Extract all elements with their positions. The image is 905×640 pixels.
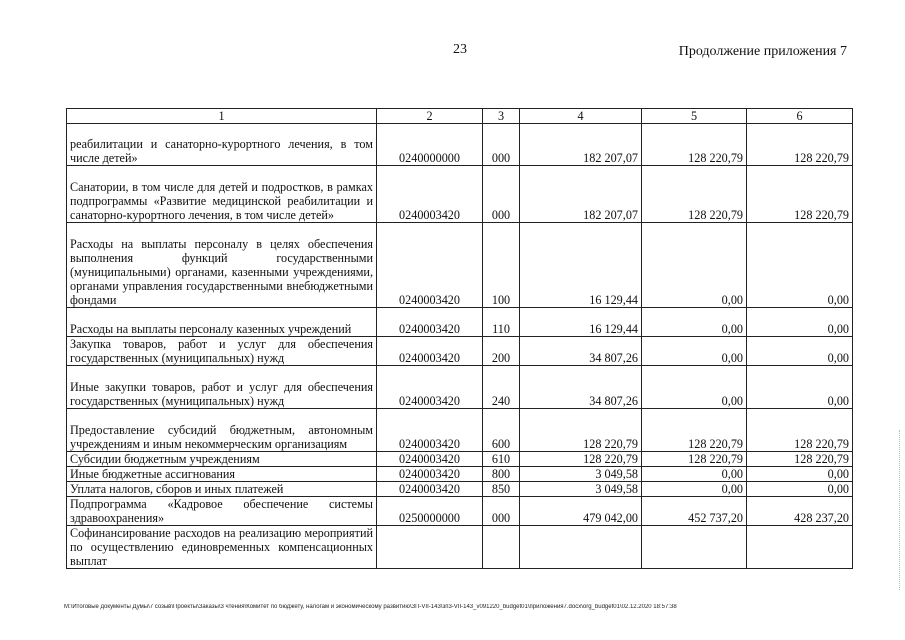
row-code: 0240003420 [377, 308, 483, 337]
row-name: Закупка товаров, работ и услуг для обеспечения государственных (муниципальных) нужд [67, 337, 377, 366]
header-col-3: 3 [483, 109, 520, 124]
row-amount-col6: 128 220,79 [747, 452, 853, 467]
table-row [67, 467, 853, 482]
row-name: Уплата налогов, сборов и иных платежей [67, 482, 377, 497]
row-name: Иные закупки товаров, работ и услуг для обеспечения государственных (муниципальных) нужд [67, 366, 377, 409]
footer-file-path: M:\Итоговые документы Думы\7 созыв\Проекты\Заказы\3 чтения\Комитет по бюджету, налогам и экономическому развитию\ЗП-VII-143\зп3-VII-143_v091220_budget01\приложения7.docx\org_budget01\02.12.2020 18:57:38 [64, 604, 677, 610]
row-amount-col6: 0,00 [747, 337, 853, 366]
row-code [377, 526, 483, 569]
row-amount-col4 [520, 526, 642, 569]
row-amount-col4: 16 129,44 [520, 308, 642, 337]
row-amount-col4: 128 220,79 [520, 452, 642, 467]
row-name: Расходы на выплаты персоналу в целях обеспечения выполнения функций государственными (муниципальными) органами, казенными учреждениями, органами управления государственными внебюджетными фондами [67, 223, 377, 308]
table-body [67, 109, 853, 569]
row-vr: 240 [483, 366, 520, 409]
table-header-row [67, 109, 853, 124]
row-vr: 200 [483, 337, 520, 366]
row-amount-col5: 128 220,79 [642, 124, 747, 166]
row-amount-col6: 128 220,79 [747, 124, 853, 166]
page-caption: Продолжение приложения 7 [678, 44, 847, 59]
row-amount-col4: 479 042,00 [520, 497, 642, 526]
table-row [67, 497, 853, 526]
row-code: 0240003420 [377, 482, 483, 497]
row-amount-col5: 0,00 [642, 467, 747, 482]
header-col-5: 5 [642, 109, 747, 124]
row-amount-col5: 452 737,20 [642, 497, 747, 526]
row-amount-col4: 3 049,58 [520, 467, 642, 482]
row-vr: 600 [483, 409, 520, 452]
table-row [67, 482, 853, 497]
row-name: Иные бюджетные ассигнования [67, 467, 377, 482]
row-amount-col6: 128 220,79 [747, 166, 853, 223]
row-code: 0240003420 [377, 337, 483, 366]
row-amount-col4: 182 207,07 [520, 166, 642, 223]
row-code: 0240003420 [377, 223, 483, 308]
row-amount-col4: 128 220,79 [520, 409, 642, 452]
row-vr: 100 [483, 223, 520, 308]
table-row [67, 223, 853, 308]
row-name: Подпрограмма «Кадровое обеспечение системы здравоохранения» [67, 497, 377, 526]
row-vr: 800 [483, 467, 520, 482]
row-amount-col4: 34 807,26 [520, 337, 642, 366]
row-code: 0240003420 [377, 166, 483, 223]
row-amount-col6: 428 237,20 [747, 497, 853, 526]
row-name: Предоставление субсидий бюджетным, автономным учреждениям и иным некоммерческим организациям [67, 409, 377, 452]
row-amount-col6: 0,00 [747, 308, 853, 337]
row-amount-col5: 128 220,79 [642, 166, 747, 223]
row-name: Санатории, в том числе для детей и подростков, в рамках подпрограммы «Развитие медицинской реабилитации и санаторно-курортного лечения, в том числе детей» [67, 166, 377, 223]
table-row [67, 124, 853, 166]
row-amount-col5: 0,00 [642, 337, 747, 366]
row-vr: 000 [483, 166, 520, 223]
table-row [67, 526, 853, 569]
header-col-2: 2 [377, 109, 483, 124]
row-name: Софинансирование расходов на реализацию мероприятий по осуществлению единовременных компенсационных выплат [67, 526, 377, 569]
table-row [67, 409, 853, 452]
header-col-4: 4 [520, 109, 642, 124]
row-amount-col6: 0,00 [747, 467, 853, 482]
row-amount-col6 [747, 526, 853, 569]
row-amount-col4: 3 049,58 [520, 482, 642, 497]
header-col-6: 6 [747, 109, 853, 124]
row-amount-col5: 0,00 [642, 308, 747, 337]
row-amount-col5: 128 220,79 [642, 409, 747, 452]
row-amount-col6: 0,00 [747, 482, 853, 497]
table-row [67, 166, 853, 223]
row-amount-col4: 34 807,26 [520, 366, 642, 409]
page-number: 23 [453, 42, 467, 57]
row-amount-col5 [642, 526, 747, 569]
row-name: реабилитации и санаторно-курортного лечения, в том числе детей» [67, 124, 377, 166]
row-vr: 850 [483, 482, 520, 497]
budget-table [66, 108, 853, 569]
table-row [67, 308, 853, 337]
row-name: Расходы на выплаты персоналу казенных учреждений [67, 308, 377, 337]
row-amount-col5: 128 220,79 [642, 452, 747, 467]
row-amount-col5: 0,00 [642, 223, 747, 308]
table-row [67, 337, 853, 366]
row-vr: 110 [483, 308, 520, 337]
row-amount-col5: 0,00 [642, 482, 747, 497]
row-code: 0240003420 [377, 366, 483, 409]
row-code: 0240003420 [377, 467, 483, 482]
header-col-1: 1 [67, 109, 377, 124]
row-name: Субсидии бюджетным учреждениям [67, 452, 377, 467]
table-row [67, 452, 853, 467]
row-amount-col6: 128 220,79 [747, 409, 853, 452]
row-code: 0250000000 [377, 497, 483, 526]
row-code: 0240003420 [377, 452, 483, 467]
row-vr: 000 [483, 124, 520, 166]
margin-dots [899, 430, 901, 590]
table-row [67, 366, 853, 409]
row-amount-col6: 0,00 [747, 366, 853, 409]
row-vr [483, 526, 520, 569]
row-amount-col6: 0,00 [747, 223, 853, 308]
row-vr: 000 [483, 497, 520, 526]
row-vr: 610 [483, 452, 520, 467]
row-amount-col4: 182 207,07 [520, 124, 642, 166]
row-amount-col5: 0,00 [642, 366, 747, 409]
row-amount-col4: 16 129,44 [520, 223, 642, 308]
row-code: 0240003420 [377, 409, 483, 452]
row-code: 0240000000 [377, 124, 483, 166]
